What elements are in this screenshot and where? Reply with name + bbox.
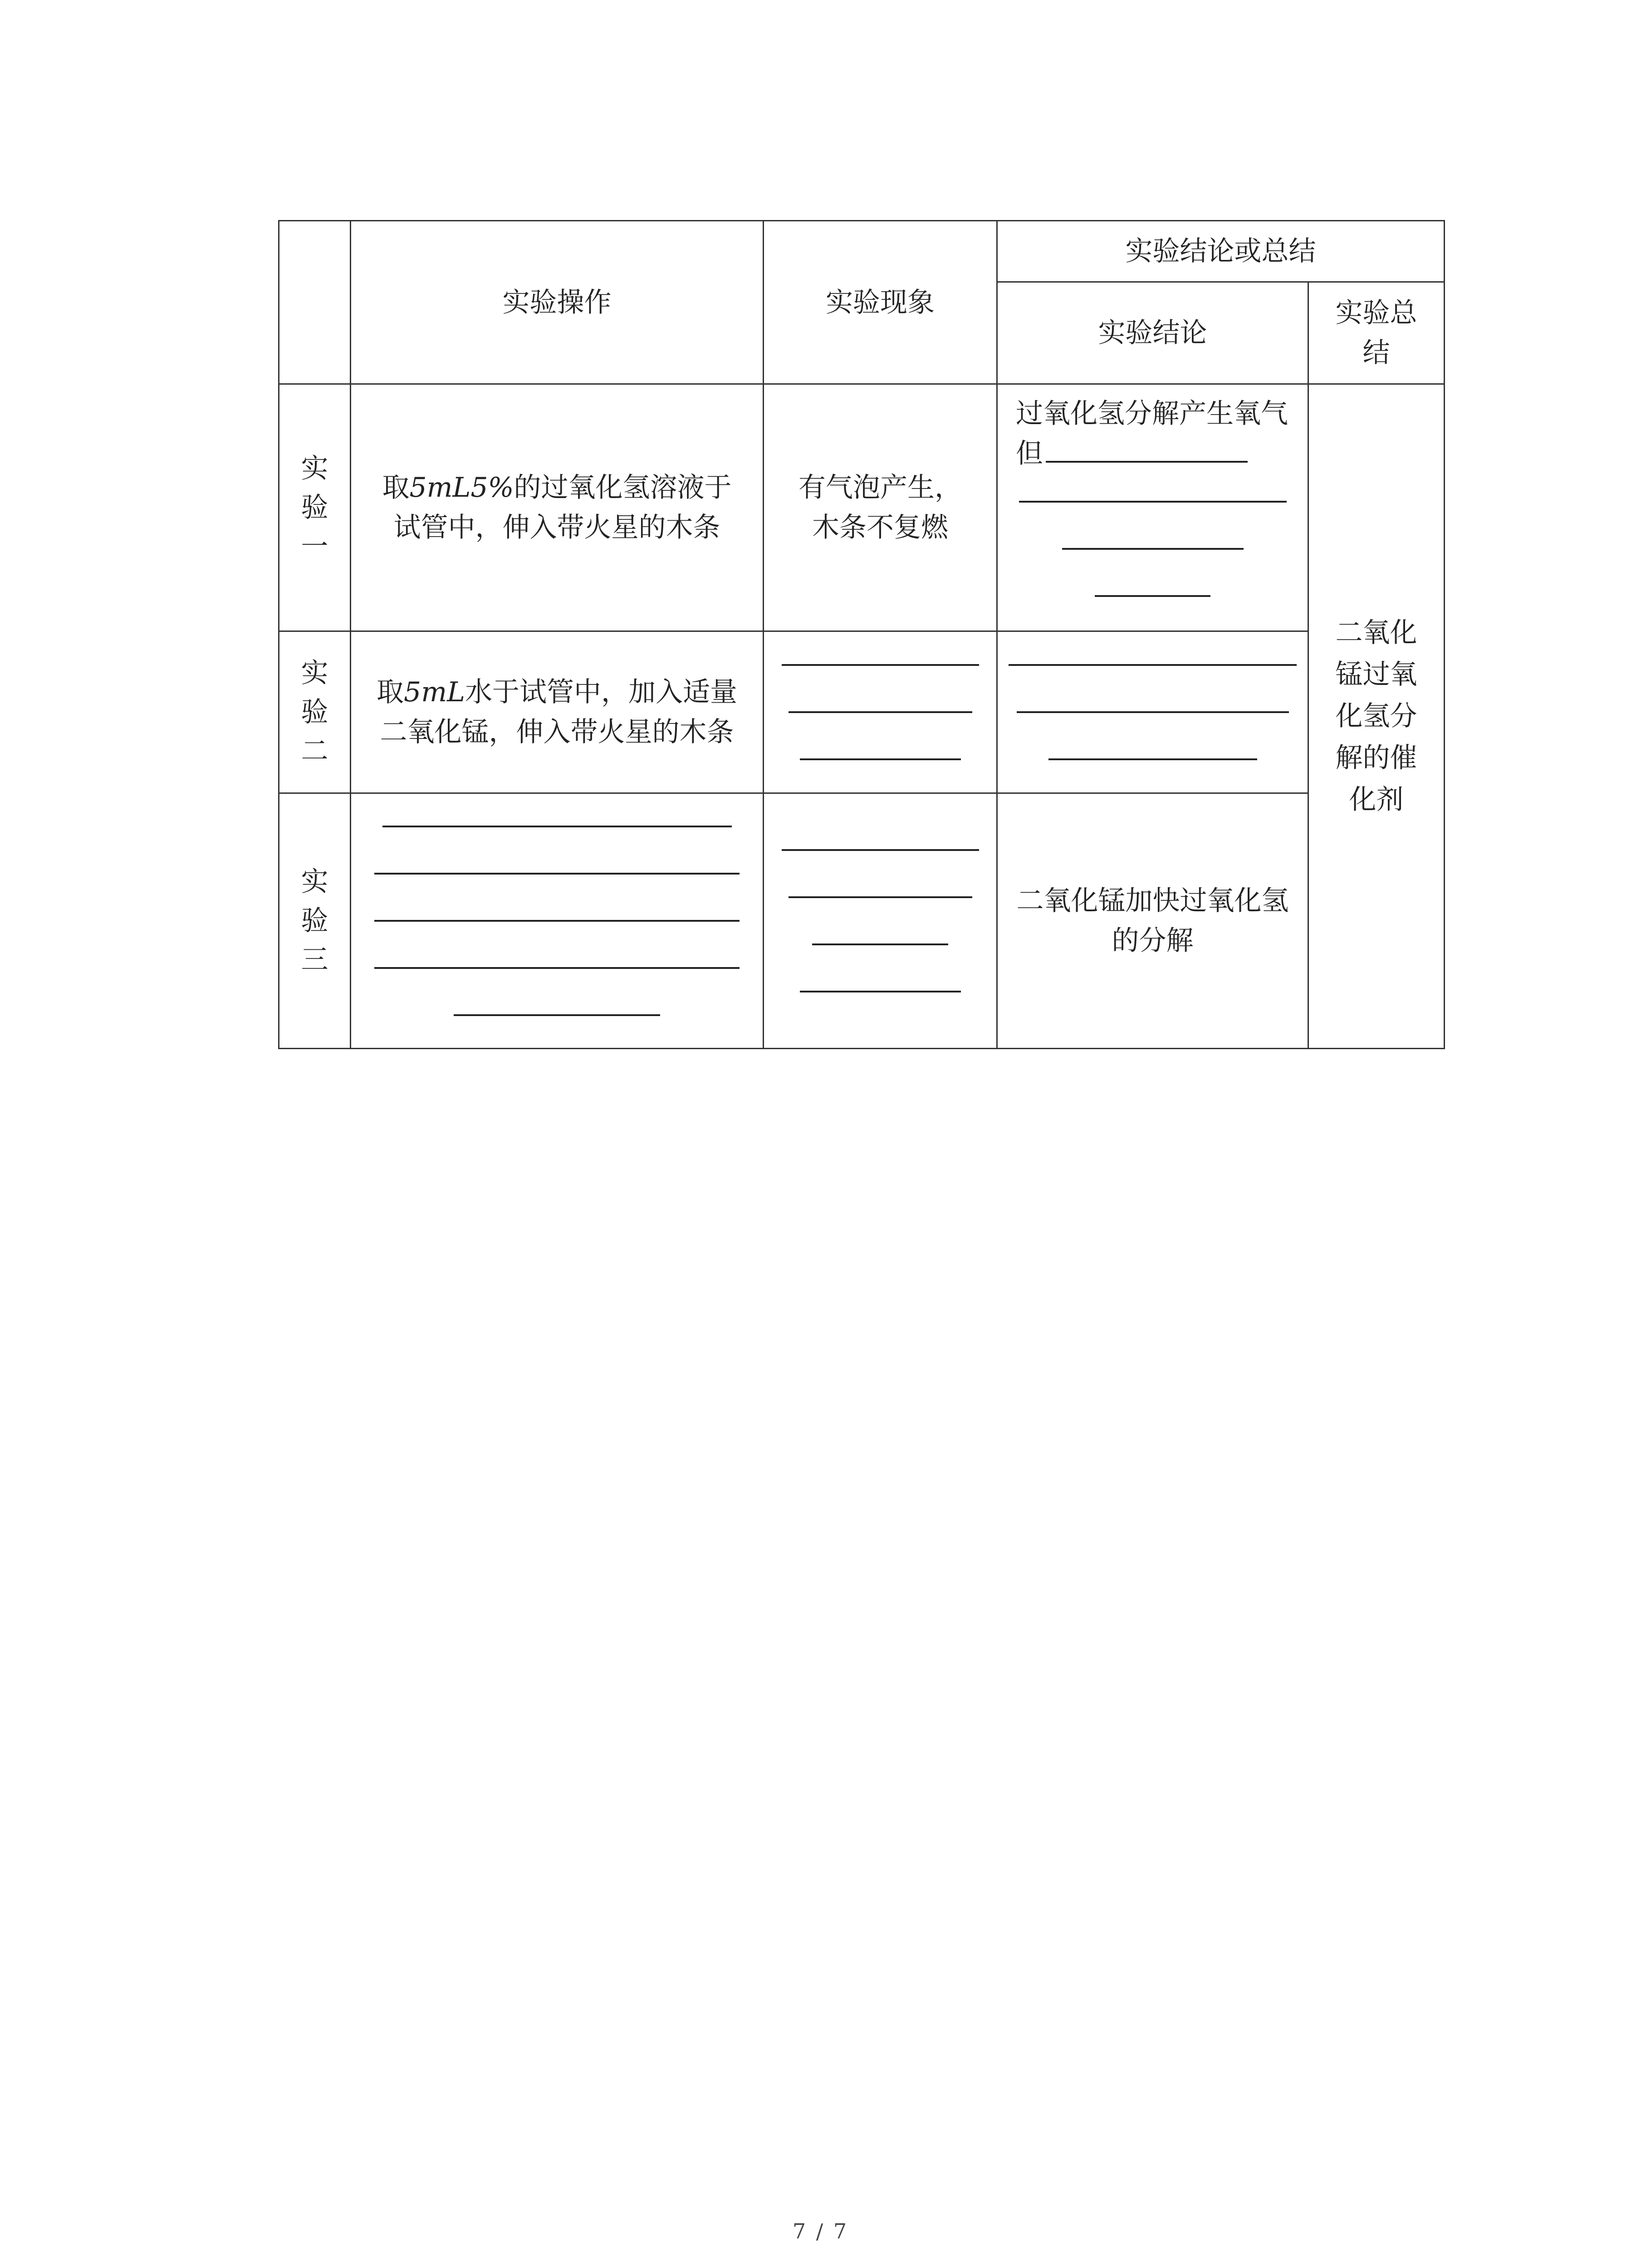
answer-blank[interactable]	[374, 920, 740, 922]
answer-blank[interactable]	[789, 711, 972, 713]
answer-blank[interactable]	[1048, 758, 1257, 760]
phenomenon-cell-1: 有气泡产生，木条不复燃	[764, 384, 997, 631]
header-summary: 实验总结	[1308, 282, 1445, 384]
page-number: 7 / 7	[792, 2219, 849, 2244]
summary-cell: 二氧化锰过氧化氢分解的催化剂	[1308, 384, 1445, 1049]
answer-blank[interactable]	[454, 1014, 660, 1016]
answer-blank[interactable]	[374, 967, 740, 969]
answer-blank[interactable]	[782, 664, 979, 666]
row-label-2: 实 验 二	[279, 631, 351, 793]
answer-blank[interactable]	[812, 943, 948, 945]
answer-blank[interactable]	[382, 826, 732, 827]
answer-blank[interactable]	[789, 896, 972, 898]
answer-blank[interactable]	[1017, 711, 1289, 713]
experiment-table	[278, 220, 1445, 1049]
header-phenomenon: 实验现象	[764, 221, 997, 384]
header-conclusion-group: 实验结论或总结	[997, 221, 1445, 282]
answer-blank[interactable]	[1019, 501, 1287, 503]
header-corner-cell	[279, 221, 351, 384]
answer-blank[interactable]	[374, 873, 740, 875]
answer-blank[interactable]	[1046, 456, 1248, 463]
row-label-1: 实 验 一	[279, 384, 351, 631]
answer-blank[interactable]	[1009, 664, 1297, 666]
operation-cell-3	[351, 793, 764, 1049]
row-label-3: 实 验 三	[279, 793, 351, 1049]
conclusion-cell-2	[997, 631, 1308, 793]
answer-blank[interactable]	[800, 758, 961, 760]
answer-blank[interactable]	[1062, 548, 1244, 550]
phenomenon-cell-3	[764, 793, 997, 1049]
phenomenon-cell-2	[764, 631, 997, 793]
answer-blank[interactable]	[800, 991, 961, 992]
answer-blank[interactable]	[782, 849, 979, 851]
operation-cell-1: 取5mL5%的过氧化氢溶液于试管中，伸入带火星的木条	[351, 384, 764, 631]
answer-blank[interactable]	[1095, 595, 1210, 597]
conclusion-cell-3: 二氧化锰加快过氧化氢的分解	[997, 793, 1308, 1049]
header-conclusion: 实验结论	[997, 282, 1308, 384]
operation-cell-2: 取5mL水于试管中，加入适量二氧化锰，伸入带火星的木条	[351, 631, 764, 793]
header-operation: 实验操作	[351, 221, 764, 384]
conclusion-cell-1: 过氧化氢分解产生氧气但	[997, 384, 1308, 631]
